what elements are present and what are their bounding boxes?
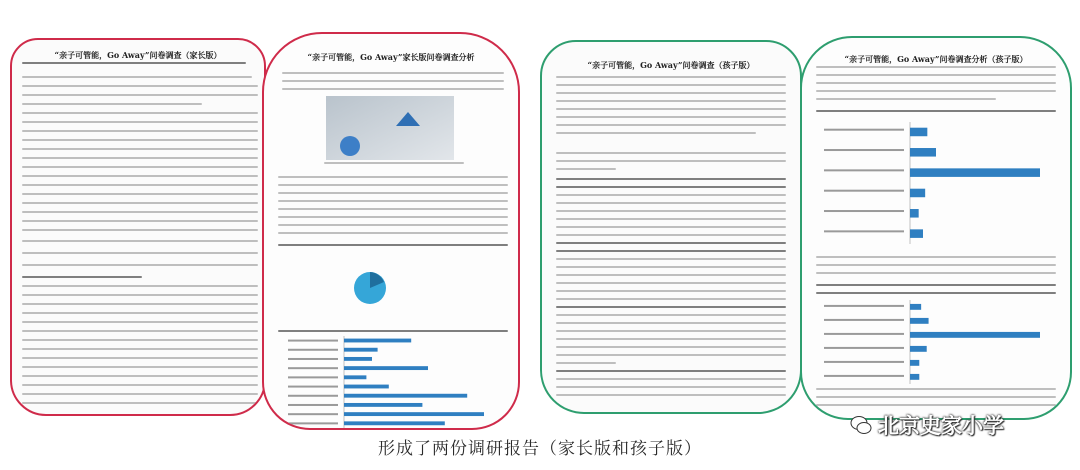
- bar: [910, 128, 927, 137]
- category-label: [824, 347, 904, 349]
- text-line: [556, 218, 786, 220]
- category-label: [288, 404, 338, 406]
- text-line: [22, 303, 258, 305]
- category-label: [824, 305, 904, 307]
- text-line: [556, 354, 786, 356]
- text-line: [22, 384, 258, 386]
- bar: [910, 304, 921, 310]
- text-line: [22, 276, 142, 278]
- bar: [910, 360, 919, 366]
- category-label: [288, 413, 338, 415]
- text-line: [556, 290, 786, 292]
- watermark: [850, 410, 1060, 440]
- text-line: [278, 176, 508, 178]
- text-line: [556, 210, 786, 212]
- text-line: [22, 121, 258, 123]
- text-line: [22, 294, 258, 296]
- bar-chart: [820, 300, 1060, 384]
- text-line: [278, 192, 508, 194]
- text-line: [22, 330, 258, 332]
- bar: [910, 189, 925, 198]
- text-line: [556, 84, 786, 86]
- text-line: [556, 346, 786, 348]
- bar: [910, 229, 923, 238]
- text-line: [22, 264, 258, 266]
- text-line: [22, 139, 258, 141]
- text-line: [816, 66, 1056, 68]
- text-line: [22, 62, 246, 64]
- category-label: [288, 422, 338, 424]
- text-line: [556, 108, 786, 110]
- text-line: [278, 232, 508, 234]
- bar: [344, 412, 484, 416]
- text-line: [22, 193, 258, 195]
- text-line: [556, 194, 786, 196]
- text-line: [282, 72, 504, 74]
- text-line: [556, 242, 786, 244]
- text-line: [282, 88, 504, 90]
- text-line: [556, 306, 786, 308]
- survey-photo: [326, 96, 454, 160]
- text-line: [556, 258, 786, 260]
- bar: [910, 332, 1040, 338]
- text-line: [556, 76, 786, 78]
- text-line: [324, 162, 464, 164]
- text-line: [22, 175, 258, 177]
- child-questionnaire-page: [540, 40, 802, 414]
- parent-questionnaire-page: [10, 38, 266, 416]
- text-line: [556, 132, 756, 134]
- text-line: [816, 388, 1056, 390]
- category-label: [824, 319, 904, 321]
- text-line: [556, 124, 786, 126]
- text-line: [278, 208, 508, 210]
- wechat-icon: [850, 414, 872, 436]
- text-line: [22, 76, 252, 78]
- category-label: [288, 376, 338, 378]
- text-line: [556, 92, 786, 94]
- text-line: [556, 178, 786, 180]
- text-line: [22, 184, 258, 186]
- text-line: [556, 152, 786, 154]
- text-line: [816, 90, 1056, 92]
- text-line: [556, 186, 786, 188]
- text-line: [556, 266, 786, 268]
- text-line: [22, 312, 258, 314]
- bar: [910, 374, 919, 380]
- category-label: [288, 386, 338, 388]
- text-line: [556, 274, 786, 276]
- text-line: [282, 80, 504, 82]
- bar: [910, 346, 927, 352]
- text-line: [556, 370, 786, 372]
- text-line: [816, 272, 1056, 274]
- text-line: [22, 375, 258, 377]
- text-line: [22, 393, 258, 395]
- text-line: [556, 394, 786, 396]
- text-line: [22, 202, 258, 204]
- category-label: [288, 395, 338, 397]
- text-line: [22, 229, 258, 231]
- text-line: [278, 200, 508, 202]
- doc-title: “亲子可管能，Go Away”问卷调查（孩子版）: [587, 60, 755, 70]
- category-label: [824, 129, 904, 131]
- text-line: [816, 284, 1056, 286]
- text-line: [22, 357, 258, 359]
- text-line: [22, 130, 258, 132]
- text-line: [556, 226, 786, 228]
- text-line: [22, 211, 258, 213]
- parent-analysis-page: [262, 32, 520, 430]
- bar: [910, 318, 929, 324]
- text-line: [556, 100, 786, 102]
- text-line: [556, 250, 786, 252]
- pie-chart: [278, 252, 508, 320]
- text-line: [556, 386, 786, 388]
- doc-title: “亲子可管能，Go Away”家长版问卷调查分析: [307, 52, 475, 62]
- text-line: [816, 256, 1056, 258]
- text-line: [556, 116, 786, 118]
- text-line: [22, 339, 258, 341]
- text-line: [556, 202, 786, 204]
- bar: [910, 209, 919, 218]
- text-line: [22, 240, 258, 242]
- text-line: [816, 82, 1056, 84]
- bar: [344, 348, 378, 352]
- text-line: [556, 234, 786, 236]
- text-line: [22, 252, 258, 254]
- text-line: [556, 322, 786, 324]
- bar-chart: [820, 122, 1060, 244]
- text-line: [22, 157, 258, 159]
- bar: [344, 421, 445, 425]
- category-label: [824, 149, 904, 151]
- text-line: [278, 216, 508, 218]
- text-line: [556, 362, 616, 364]
- text-line: [816, 396, 1056, 398]
- doc-title: “亲子可管能，Go Away”问卷调查分析（孩子版）: [844, 54, 1028, 64]
- text-line: [22, 148, 258, 150]
- text-line: [22, 285, 258, 287]
- text-line: [278, 244, 508, 246]
- bar: [344, 403, 422, 407]
- text-line: [22, 348, 258, 350]
- text-line: [556, 282, 786, 284]
- text-line: [556, 378, 786, 380]
- text-line: [556, 330, 786, 332]
- category-label: [824, 210, 904, 212]
- bar: [344, 394, 467, 398]
- text-line: [22, 166, 258, 168]
- text-line: [22, 85, 258, 87]
- watermark-text: 北京史家小学: [878, 414, 1004, 438]
- report-caption: 形成了两份调研报告（家长版和孩子版）: [378, 439, 702, 459]
- child-analysis-page: [800, 36, 1072, 420]
- text-line: [816, 404, 1056, 406]
- text-line: [816, 292, 1056, 294]
- text-line: [556, 314, 786, 316]
- bar-chart: [284, 336, 504, 428]
- category-label: [824, 333, 904, 335]
- text-line: [816, 264, 1056, 266]
- category-label: [288, 340, 338, 342]
- text-line: [556, 338, 786, 340]
- text-line: [278, 224, 508, 226]
- text-line: [556, 160, 786, 162]
- category-label: [824, 361, 904, 363]
- bar: [344, 366, 428, 370]
- bar: [344, 339, 411, 343]
- text-line: [22, 94, 258, 96]
- text-line: [816, 74, 1056, 76]
- category-label: [288, 358, 338, 360]
- category-label: [288, 349, 338, 351]
- text-line: [22, 112, 258, 114]
- bar: [344, 385, 389, 389]
- doc-title: “亲子可管能，Go Away”问卷调查（家长版）: [54, 50, 222, 60]
- text-line: [556, 298, 786, 300]
- category-label: [824, 190, 904, 192]
- bar: [910, 148, 936, 157]
- category-label: [824, 375, 904, 377]
- text-line: [556, 168, 616, 170]
- bar: [344, 375, 366, 379]
- bar: [344, 357, 372, 361]
- category-label: [824, 169, 904, 171]
- bar: [910, 168, 1040, 177]
- category-label: [824, 230, 904, 232]
- text-line: [278, 184, 508, 186]
- text-line: [22, 321, 258, 323]
- text-line: [278, 330, 508, 332]
- text-line: [22, 220, 258, 222]
- text-line: [22, 103, 202, 105]
- text-line: [816, 98, 996, 100]
- text-line: [816, 110, 1056, 112]
- text-line: [22, 402, 258, 404]
- text-line: [22, 366, 258, 368]
- category-label: [288, 367, 338, 369]
